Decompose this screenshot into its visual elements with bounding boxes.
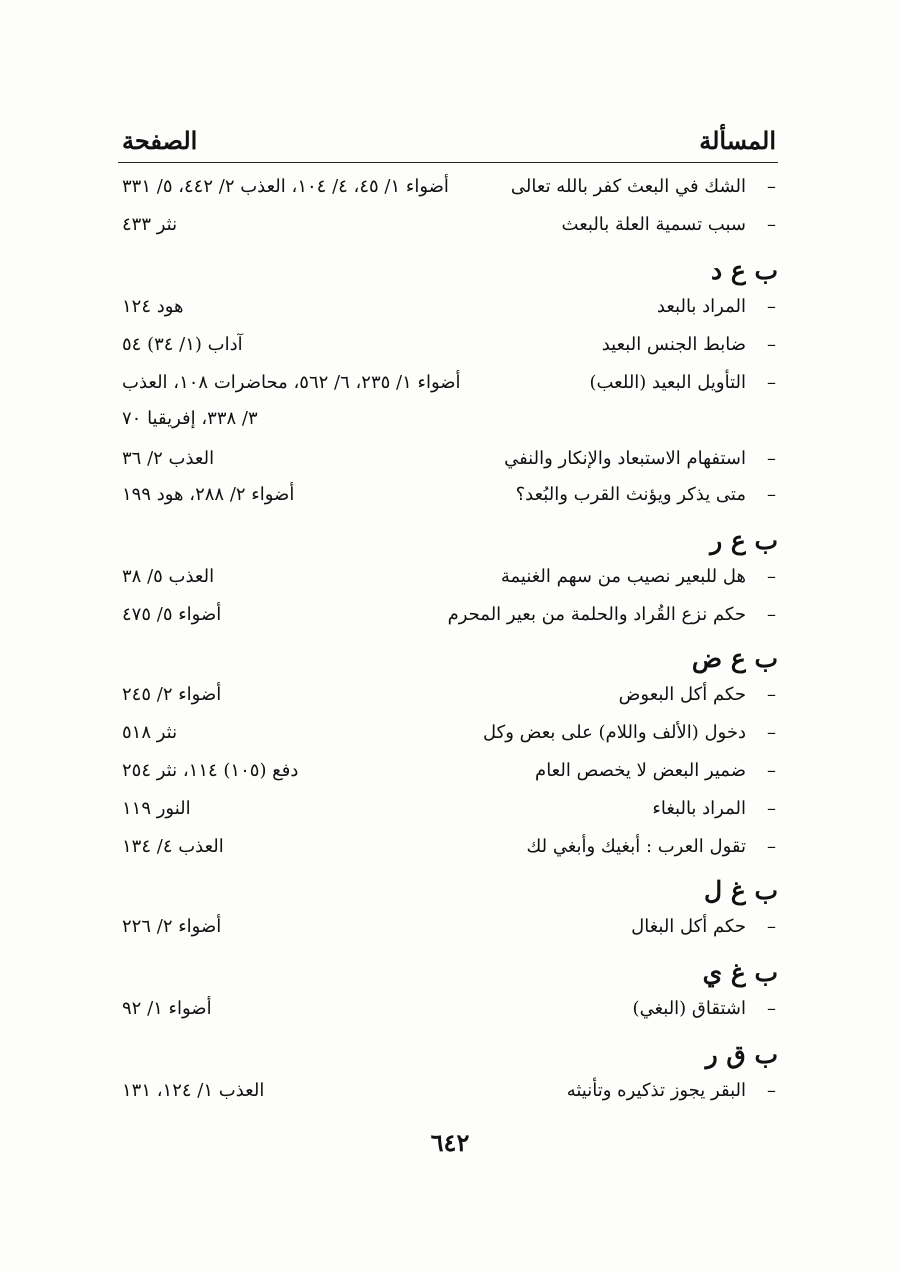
entry-reference: أضواء ٥/ ٤٧٥ bbox=[122, 604, 222, 625]
index-entry bbox=[118, 174, 778, 208]
entry-topic: ضابط الجنس البعيد bbox=[601, 334, 746, 355]
entry-reference: آداب (١/ ٣٤) ٥٤ bbox=[122, 334, 243, 355]
index-entry bbox=[118, 482, 778, 516]
entry-reference: دفع (١٠٥) ١١٤، نثر ٢٥٤ bbox=[122, 760, 299, 781]
entry-topic: دخول (الألف واللام) على بعض وكل bbox=[483, 722, 746, 743]
entry-reference: العذب ٢/ ٣٦ bbox=[122, 448, 215, 469]
index-entry bbox=[118, 332, 778, 366]
entry-dash: – bbox=[767, 760, 776, 781]
index-entry bbox=[118, 914, 778, 948]
entry-dash: – bbox=[767, 448, 776, 469]
entry-reference: نثر ٤٣٣ bbox=[122, 214, 178, 235]
header-page-title: الصفحة bbox=[122, 126, 198, 155]
entry-dash: – bbox=[767, 798, 776, 819]
entry-topic: هل للبعير نصيب من سهم الغنيمة bbox=[500, 566, 746, 587]
entry-topic: متى يذكر ويؤنث القرب والبُعد؟ bbox=[515, 484, 746, 505]
index-entry bbox=[118, 682, 778, 716]
entry-reference: أضواء ١/ ٤٥، ٤/ ١٠٤، العذب ٢/ ٤٤٢، ٥/ ٣٣١ bbox=[122, 176, 449, 197]
section-heading: ب ع ر bbox=[710, 526, 778, 555]
index-entry bbox=[118, 370, 778, 404]
entry-reference: أضواء ٢/ ٢٢٦ bbox=[122, 916, 222, 937]
entry-reference: العذب ٤/ ١٣٤ bbox=[122, 836, 224, 857]
index-entry bbox=[118, 758, 778, 792]
entry-topic: حكم أكل البغال bbox=[631, 916, 746, 937]
index-entry bbox=[118, 564, 778, 598]
entry-reference: العذب ٥/ ٣٨ bbox=[122, 566, 215, 587]
index-entry bbox=[118, 996, 778, 1030]
index-entry bbox=[118, 834, 778, 868]
entry-dash: – bbox=[767, 484, 776, 505]
entry-dash: – bbox=[767, 916, 776, 937]
entry-dash: – bbox=[767, 566, 776, 587]
index-entry bbox=[118, 720, 778, 754]
index-entry bbox=[118, 294, 778, 328]
section-heading: ب ع ض bbox=[691, 644, 778, 673]
entry-topic: ضمير البعض لا يخصص العام bbox=[535, 760, 746, 781]
page-number: ٦٤٢ bbox=[430, 1128, 470, 1157]
index-entry bbox=[118, 796, 778, 830]
entry-reference: أضواء ٢/ ٢٨٨، هود ١٩٩ bbox=[122, 484, 295, 505]
entry-reference: هود ١٢٤ bbox=[122, 296, 184, 317]
entry-topic: حكم أكل البعوض bbox=[618, 684, 746, 705]
entry-topic: سبب تسمية العلة بالبعث bbox=[561, 214, 746, 235]
section-heading: ب ع د bbox=[711, 256, 778, 285]
entry-topic: المراد بالبعد bbox=[656, 296, 746, 317]
section-heading: ب غ ل bbox=[703, 876, 778, 905]
entry-dash: – bbox=[767, 176, 776, 197]
index-entry bbox=[118, 602, 778, 636]
index-entry bbox=[118, 1078, 778, 1112]
entry-reference: أضواء ١/ ٢٣٥، ٦/ ٥٦٢، محاضرات ١٠٨، العذب bbox=[122, 372, 461, 393]
entry-dash: – bbox=[767, 334, 776, 355]
entry-dash: – bbox=[767, 296, 776, 317]
entry-dash: – bbox=[767, 998, 776, 1019]
index-entry bbox=[118, 446, 778, 480]
entry-topic: البقر يجوز تذكيره وتأنيثه bbox=[566, 1080, 746, 1101]
section-heading: ب غ ي bbox=[702, 958, 778, 987]
entry-reference: نثر ٥١٨ bbox=[122, 722, 178, 743]
entry-dash: – bbox=[767, 836, 776, 857]
entry-topic: استفهام الاستبعاد والإنكار والنفي bbox=[504, 448, 746, 469]
section-heading: ب ق ر bbox=[705, 1040, 778, 1069]
entry-topic: اشتقاق (البغي) bbox=[632, 998, 746, 1019]
entry-dash: – bbox=[767, 214, 776, 235]
entry-dash: – bbox=[767, 1080, 776, 1101]
entry-reference: النور ١١٩ bbox=[122, 798, 191, 819]
entry-topic: المراد بالبغاء bbox=[652, 798, 746, 819]
entry-reference: العذب ١/ ١٢٤، ١٣١ bbox=[122, 1080, 265, 1101]
entry-topic: الشك في البعث كفر بالله تعالى bbox=[510, 176, 746, 197]
entry-topic: حكم نزع القُراد والحلمة من بعير المحرم bbox=[447, 604, 746, 625]
entry-dash: – bbox=[767, 604, 776, 625]
header-issue-title: المسألة bbox=[699, 126, 776, 155]
entry-reference: أضواء ١/ ٩٢ bbox=[122, 998, 212, 1019]
entry-reference: أضواء ٢/ ٢٤٥ bbox=[122, 684, 222, 705]
entry-reference-continued: ٣/ ٣٣٨، إفريقيا ٧٠ bbox=[122, 408, 258, 429]
entry-dash: – bbox=[767, 684, 776, 705]
entry-topic: تقول العرب : أبغيك وأبغي لك bbox=[526, 836, 746, 857]
entry-dash: – bbox=[767, 372, 776, 393]
column-header bbox=[118, 122, 778, 163]
index-entry-continuation bbox=[118, 406, 778, 440]
index-entry bbox=[118, 212, 778, 246]
entry-topic: التأويل البعيد (اللعب) bbox=[589, 372, 746, 393]
entry-dash: – bbox=[767, 722, 776, 743]
